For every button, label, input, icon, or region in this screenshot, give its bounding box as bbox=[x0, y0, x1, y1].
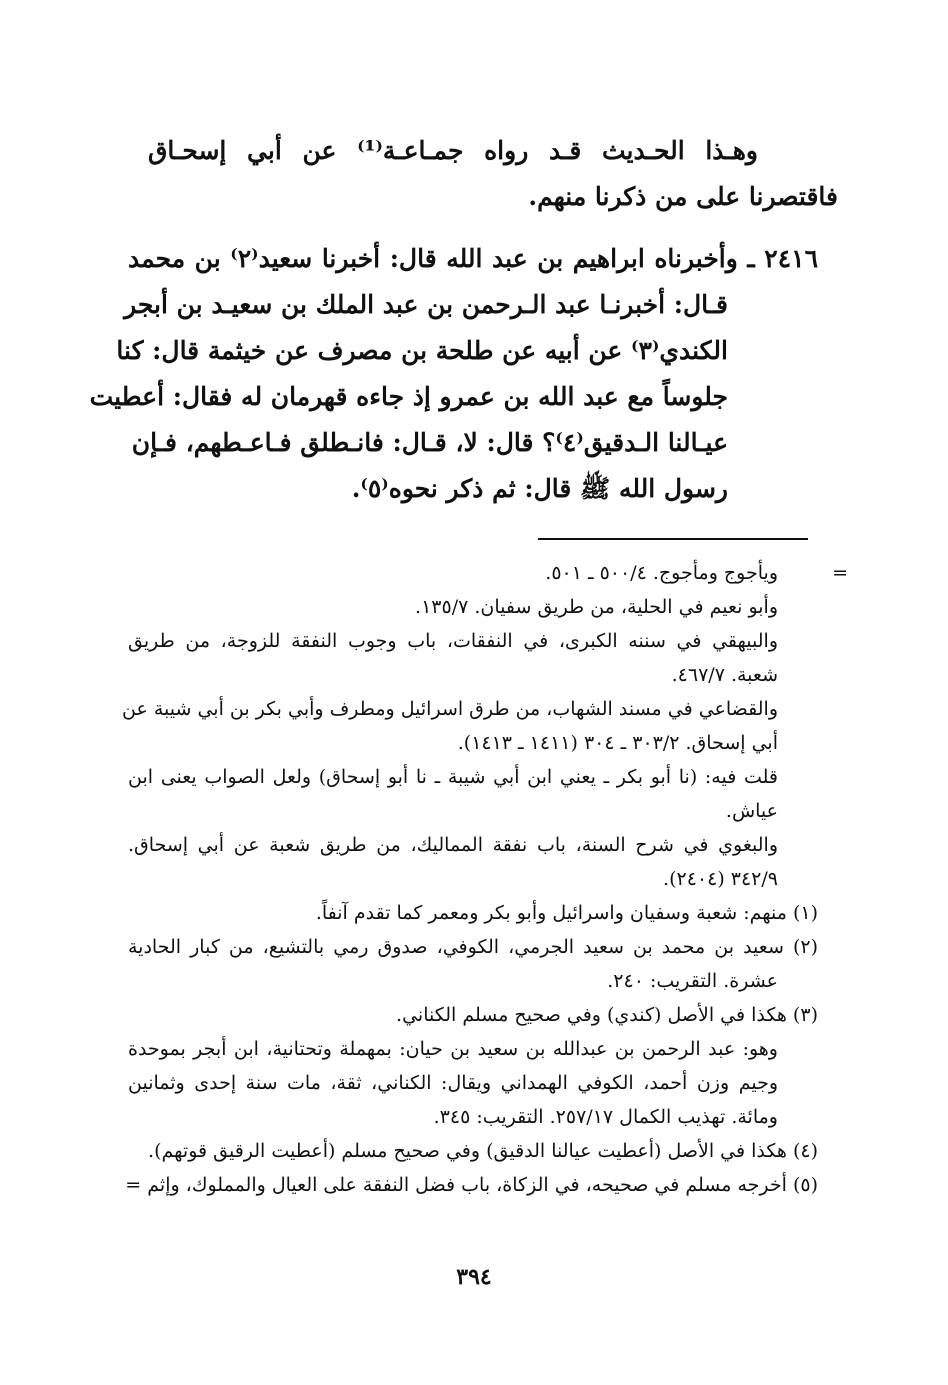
footnote-line: والبغوي في شرح السنة، باب نفقة المماليك، من طريق شعبة عن أبي إسحاق. bbox=[128, 834, 778, 856]
footnote-line bbox=[128, 556, 848, 590]
hadith-line: عيـالنا الـدقيق⁽٤⁾؟ قال: لا، قـال: فانـطلق فـاعـطهم، فـإن bbox=[131, 428, 728, 457]
footnote-line: وجيم وزن أحمد، الكوفي الهمداني ويقال: الكناني، ثقة، مات سنة إحدى وثمانين bbox=[128, 1072, 778, 1094]
hadith-line: قـال: أخبرنـا عبد الـرحمن بن عبد الملك بن سعيـد بن أبجر bbox=[124, 290, 728, 319]
hadith-line: جلوساً مع عبد الله بن عمرو إذ جاءه قهرمان له فقال: أعطيت bbox=[89, 382, 728, 411]
intro-line: فاقتصرنا على من ذكرنا منهم. bbox=[528, 182, 838, 211]
footnote-line: عشرة. التقريب: ٢٤٠. bbox=[607, 970, 778, 992]
footnote-line: (٣) هكذا في الأصل (كندي) وفي صحيح مسلم الكناني. bbox=[396, 1004, 818, 1026]
footnote-line: ٣٤٢/٩ (٢٤٠٤). bbox=[663, 868, 778, 890]
intro-paragraph bbox=[148, 128, 838, 220]
footnote-line: (١) منهم: شعبة وسفيان واسرائيل وأبو بكر ومعمر كما تقدم آنفاً. bbox=[315, 902, 818, 924]
footnote-line: قلت فيه: (نا أبو بكر ـ يعني ابن أبي شيبة ـ نا أبو إسحاق) ولعل الصواب يعنى ابن bbox=[128, 766, 778, 788]
footnote-line: عياش. bbox=[725, 800, 778, 822]
footnote-line: وهو: عبد الرحمن بن عبدالله بن سعيد بن حيان: بمهملة وتحتانية، ابن أبجر بموحدة bbox=[128, 1038, 778, 1060]
footnote-text: ويأجوج ومأجوج. ٥٠٠/٤ ـ ٥٠١. bbox=[545, 562, 778, 584]
footnote-line: ومائة. تهذيب الكمال ٢٥٧/١٧. التقريب: ٣٤٥. bbox=[433, 1106, 778, 1128]
continuation-marker: = bbox=[832, 562, 848, 584]
page-number: ٣٩٤ bbox=[456, 1264, 492, 1290]
hadith-line: الكندي⁽٣⁾ عن أبيه عن طلحة بن مصرف عن خيثمة قال: كنا bbox=[116, 336, 728, 365]
hadith-line: رسول الله ﷺ قال: ثم ذكر نحوه⁽٥⁾. bbox=[351, 474, 728, 503]
footnote-separator bbox=[538, 538, 808, 540]
footnote-line: أبي إسحاق. ٣٠٣/٢ ـ ٣٠٤ (١٤١١ ـ ١٤١٣). bbox=[457, 732, 778, 754]
footnote-line: والبيهقي في سننه الكبرى، في النفقات، باب وجوب النفقة للزوجة، من طريق bbox=[128, 630, 778, 652]
footnote-line: شعبة. ٤٦٧/٧. bbox=[671, 664, 778, 686]
intro-line: وهـذا الحـديث قـد رواه جمـاعـة⁽¹⁾ عن أبي إسحـاق bbox=[148, 136, 758, 165]
footnotes bbox=[122, 556, 848, 1202]
footnote-line: (٢) سعيد بن محمد بن سعيد الجرمي، الكوفي، صدوق رمي بالتشيع، من كبار الحادية bbox=[128, 936, 818, 958]
footnote-line: (٥) أخرجه مسلم في صحيحه، في الزكاة، باب فضل النفقة على العيال والمملوك، وإثم = bbox=[125, 1174, 818, 1196]
footnote-line: والقضاعي في مسند الشهاب، من طرق اسرائيل ومطرف وأبي بكر بن أبي شيبة عن bbox=[122, 698, 778, 720]
footnote-line: وأبو نعيم في الحلية، من طريق سفيان. ١٣٥/٧. bbox=[415, 596, 778, 618]
footnote-line: (٤) هكذا في الأصل (أعطيت عيالنا الدقيق) وفي صحيح مسلم (أعطيت الرقيق قوتهم). bbox=[148, 1140, 818, 1162]
hadith-2416-paragraph bbox=[89, 236, 819, 512]
hadith-line: ٢٤١٦ ـ وأخبرناه ابراهيم بن عبد الله قال: أخبرنا سعيد⁽٢⁾ بن محمد bbox=[128, 244, 819, 273]
